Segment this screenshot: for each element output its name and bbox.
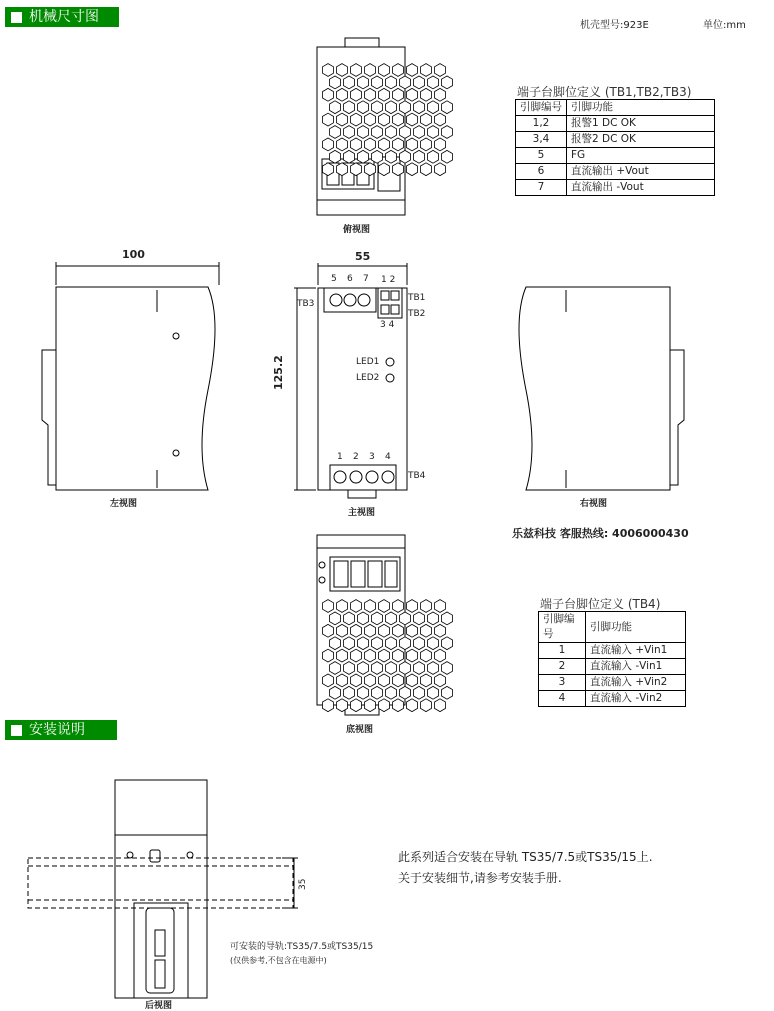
pin-function: 直流输入 +Vin1: [586, 643, 686, 659]
vent-hole: [351, 649, 362, 662]
vent-hole: [337, 64, 348, 77]
led1-label: LED1: [356, 357, 380, 367]
vent-hole: [337, 163, 348, 176]
vent-hole: [379, 674, 390, 687]
vent-hole: [351, 624, 362, 637]
vent-hole: [428, 150, 439, 163]
vent-hole: [372, 101, 383, 114]
terminal-tb4: TB4: [408, 471, 426, 481]
pin-number: 2: [539, 659, 586, 675]
vent-hole: [323, 624, 334, 637]
vent-hole: [393, 600, 404, 613]
pin-label-6: 6: [347, 274, 353, 284]
right-view-drawing: [519, 287, 684, 490]
vent-hole: [428, 662, 439, 675]
vent-hole: [407, 699, 418, 712]
vent-hole: [421, 138, 432, 151]
section-title-install: 安装说明: [29, 722, 85, 738]
vent-hole: [365, 88, 376, 101]
vent-hole: [358, 76, 369, 89]
vent-hole: [428, 126, 439, 139]
vent-hole: [358, 126, 369, 139]
vent-hole: [330, 150, 341, 163]
dim-depth: 100: [122, 248, 145, 261]
view-label-right: 右视图: [580, 499, 608, 509]
vent-hole: [393, 699, 404, 712]
vent-hole: [344, 612, 355, 625]
pin-number: 4: [539, 691, 586, 707]
install-line2: 关于安装细节,请参考安装手册.: [398, 871, 562, 885]
rail-note: 可安装的导轨:TS35/7.5或TS35/15: [230, 942, 374, 952]
vent-hole: [358, 686, 369, 699]
vent-hole: [421, 699, 432, 712]
vent-hole: [435, 674, 446, 687]
vent-hole: [435, 624, 446, 637]
vent-hole: [323, 649, 334, 662]
vent-hole: [330, 686, 341, 699]
vent-hole: [407, 163, 418, 176]
pin-label-tb2: 3 4: [380, 320, 395, 330]
vent-hole: [435, 88, 446, 101]
vent-hole: [337, 699, 348, 712]
pin-number: 1: [539, 643, 586, 659]
vent-hole: [351, 64, 362, 77]
vent-hole: [351, 113, 362, 126]
vent-hole: [337, 88, 348, 101]
vent-hole: [407, 649, 418, 662]
vent-hole: [386, 637, 397, 650]
vent-hole: [442, 126, 453, 139]
vent-hole: [323, 600, 334, 613]
vent-hole: [379, 624, 390, 637]
pin-function: 直流输入 -Vin2: [586, 691, 686, 707]
dim-height: 125.2: [272, 355, 285, 390]
vent-hole: [393, 674, 404, 687]
vent-hole: [358, 612, 369, 625]
pin-function: 直流输出 +Vout: [567, 164, 715, 180]
vent-hole: [358, 101, 369, 114]
vent-hole: [330, 662, 341, 675]
vent-hole: [372, 662, 383, 675]
table-header-cell: 引脚编号: [539, 612, 586, 643]
pin-function: 直流输入 -Vin1: [586, 659, 686, 675]
vent-hole: [323, 163, 334, 176]
vent-hole: [442, 101, 453, 114]
vent-hole: [414, 612, 425, 625]
vent-hole: [372, 126, 383, 139]
vent-hole: [421, 674, 432, 687]
vent-hole: [393, 138, 404, 151]
view-label-front: 主视图: [348, 508, 376, 518]
vent-hole: [344, 637, 355, 650]
vent-hole: [365, 699, 376, 712]
vent-hole: [344, 150, 355, 163]
vent-hole: [407, 138, 418, 151]
pin-label-in3: 3: [369, 452, 375, 462]
vent-hole: [337, 624, 348, 637]
vent-hole: [337, 113, 348, 126]
vent-hole: [365, 674, 376, 687]
vent-hole: [442, 637, 453, 650]
view-label-top: 俯视图: [343, 225, 371, 235]
vent-hole: [323, 699, 334, 712]
vent-hole: [414, 101, 425, 114]
table-header-cell: 引脚功能: [567, 100, 715, 116]
vent-hole: [407, 113, 418, 126]
vent-hole: [421, 88, 432, 101]
vent-hole: [421, 64, 432, 77]
vent-hole: [323, 674, 334, 687]
vent-hole: [442, 76, 453, 89]
vent-hole: [421, 163, 432, 176]
vent-hole: [337, 674, 348, 687]
vent-hole: [337, 600, 348, 613]
vent-hole: [365, 64, 376, 77]
vent-hole: [323, 113, 334, 126]
vent-hole: [428, 686, 439, 699]
vent-hole: [393, 113, 404, 126]
rail-note-2: (仅供参考,不包含在电源中): [230, 956, 327, 965]
vent-hole: [393, 649, 404, 662]
pin-function: 直流输出 -Vout: [567, 180, 715, 196]
terminal-tb1: TB1: [408, 293, 426, 303]
vent-hole: [337, 649, 348, 662]
vent-hole: [365, 624, 376, 637]
vent-hole: [386, 76, 397, 89]
vent-hole: [400, 662, 411, 675]
vent-hole: [365, 600, 376, 613]
pin-label-5: 5: [331, 274, 337, 284]
pin-number: 7: [516, 180, 567, 196]
vent-hole: [323, 138, 334, 151]
vent-hole: [428, 101, 439, 114]
vent-hole: [379, 88, 390, 101]
vent-hole: [365, 649, 376, 662]
vent-hole: [414, 126, 425, 139]
vent-hole: [330, 76, 341, 89]
tb4-title: 端子台脚位定义 (TB4): [540, 597, 661, 611]
pin-label-in2: 2: [353, 452, 359, 462]
vent-hole: [358, 662, 369, 675]
vent-hole: [400, 101, 411, 114]
vent-hole: [379, 699, 390, 712]
vent-hole: [344, 101, 355, 114]
pin-label-in4: 4: [385, 452, 391, 462]
vent-hole: [379, 600, 390, 613]
pin-label-tb1: 1 2: [381, 275, 396, 285]
vent-hole: [323, 64, 334, 77]
vent-hole: [372, 686, 383, 699]
pin-number: 1,2: [516, 116, 567, 132]
vent-hole: [379, 138, 390, 151]
vent-hole: [372, 637, 383, 650]
vent-hole: [393, 64, 404, 77]
pin-number: 3,4: [516, 132, 567, 148]
vent-hole: [379, 163, 390, 176]
tb123-title: 端子台脚位定义 (TB1,TB2,TB3): [517, 85, 692, 99]
vent-hole: [435, 699, 446, 712]
vent-hole: [365, 113, 376, 126]
vent-hole: [414, 637, 425, 650]
vent-hole: [386, 126, 397, 139]
vent-hole: [407, 674, 418, 687]
vent-hole: [351, 88, 362, 101]
vent-hole: [379, 64, 390, 77]
vent-hole: [379, 649, 390, 662]
vent-hole: [414, 662, 425, 675]
pin-label-in1: 1: [337, 452, 343, 462]
unit-label: 单位:mm: [703, 20, 746, 31]
vent-hole: [421, 600, 432, 613]
vent-hole: [428, 612, 439, 625]
vent-hole: [351, 699, 362, 712]
vent-hole: [351, 674, 362, 687]
vent-hole: [351, 600, 362, 613]
vent-hole: [365, 138, 376, 151]
vent-hole: [330, 637, 341, 650]
vent-hole: [330, 126, 341, 139]
bottom-view-drawing: [317, 535, 453, 715]
vent-hole: [351, 138, 362, 151]
vent-hole: [435, 163, 446, 176]
view-label-left: 左视图: [110, 499, 138, 509]
vent-hole: [400, 150, 411, 163]
section-title-dimensions: 机械尺寸图: [29, 9, 99, 25]
vent-hole: [393, 624, 404, 637]
vent-hole: [337, 138, 348, 151]
vent-hole: [407, 600, 418, 613]
led2-label: LED2: [356, 373, 380, 383]
terminal-tb3: TB3: [297, 299, 315, 309]
vent-hole: [386, 101, 397, 114]
vent-hole: [400, 686, 411, 699]
vent-hole: [400, 76, 411, 89]
vent-hole: [421, 649, 432, 662]
vent-hole: [400, 637, 411, 650]
vent-hole: [386, 612, 397, 625]
pin-function: FG: [567, 148, 715, 164]
vent-hole: [435, 113, 446, 126]
view-label-rear: 后视图: [145, 1001, 173, 1011]
dim-width: 55: [355, 250, 371, 263]
vent-hole: [428, 637, 439, 650]
vent-hole: [407, 64, 418, 77]
vent-hole: [435, 600, 446, 613]
pin-function: 直流输入 +Vin2: [586, 675, 686, 691]
vent-hole: [421, 624, 432, 637]
vent-hole: [330, 612, 341, 625]
case-model: 机壳型号:923E: [580, 20, 649, 31]
vent-hole: [400, 612, 411, 625]
table-header-cell: 引脚功能: [586, 612, 686, 643]
vent-hole: [330, 101, 341, 114]
vent-hole: [344, 662, 355, 675]
vent-hole: [442, 612, 453, 625]
pin-number: 5: [516, 148, 567, 164]
vent-hole: [386, 686, 397, 699]
vent-hole: [393, 88, 404, 101]
vent-hole: [407, 624, 418, 637]
vent-hole: [414, 150, 425, 163]
vent-hole: [372, 76, 383, 89]
vent-hole: [393, 163, 404, 176]
vent-hole: [344, 76, 355, 89]
hotline: 乐兹科技 客服热线: 4006000430: [512, 527, 689, 540]
vent-hole: [372, 150, 383, 163]
dim-rail: 35: [298, 878, 308, 890]
vent-hole: [386, 662, 397, 675]
vent-hole: [414, 76, 425, 89]
pin-number: 3: [539, 675, 586, 691]
pin-function: 报警2 DC OK: [567, 132, 715, 148]
vent-hole: [386, 150, 397, 163]
terminal-tb2: TB2: [408, 309, 426, 319]
pin-function: 报警1 DC OK: [567, 116, 715, 132]
pin-label-7: 7: [363, 274, 369, 284]
view-label-bottom: 底视图: [346, 725, 374, 735]
vent-hole: [358, 150, 369, 163]
vent-hole: [407, 88, 418, 101]
vent-hole: [414, 686, 425, 699]
table-header-cell: 引脚编号: [516, 100, 567, 116]
vent-hole: [435, 64, 446, 77]
vent-hole: [344, 686, 355, 699]
vent-hole: [442, 662, 453, 675]
vent-hole: [421, 113, 432, 126]
vent-hole: [344, 126, 355, 139]
install-line1: 此系列适合安装在导轨 TS35/7.5或TS35/15上.: [398, 850, 653, 864]
left-view-drawing: [42, 262, 219, 490]
vent-hole: [351, 163, 362, 176]
vent-hole: [358, 637, 369, 650]
vent-hole: [435, 649, 446, 662]
vent-hole: [400, 126, 411, 139]
vent-hole: [435, 138, 446, 151]
top-view-drawing: [317, 38, 453, 215]
vent-hole: [379, 113, 390, 126]
vent-hole: [428, 76, 439, 89]
vent-hole: [372, 612, 383, 625]
pin-number: 6: [516, 164, 567, 180]
vent-hole: [442, 686, 453, 699]
vent-hole: [323, 88, 334, 101]
vent-hole: [365, 163, 376, 176]
vent-hole: [442, 150, 453, 163]
